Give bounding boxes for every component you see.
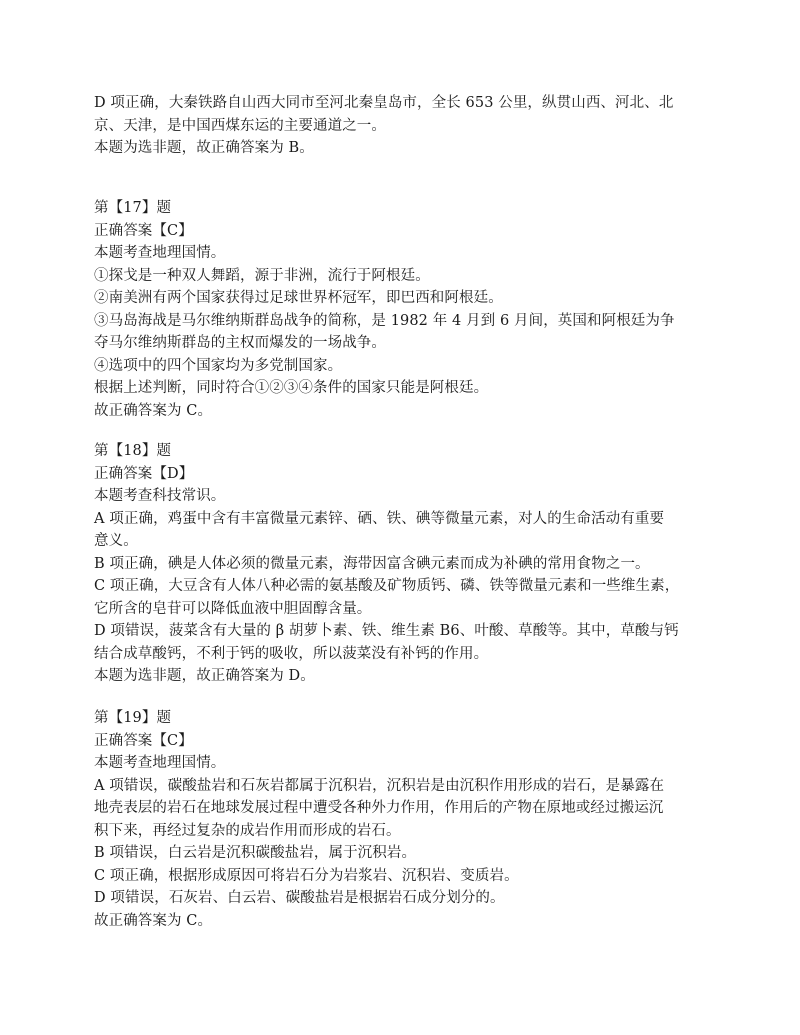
explanation-line: 故正确答案为 C。 [94,402,213,419]
explanation-line: D 项正确，大秦铁路自山西大同市至河北秦皇岛市，全长 653 公里，纵贯山西、河北、北 [94,95,674,111]
explanation-line: B 项错误，白云岩是沉积碳酸盐岩，属于沉积岩。 [94,845,417,861]
explanation-line: C 项正确，根据形成原因可将岩石分为岩浆岩、沉积岩、变质岩。 [94,867,519,884]
explanation-line: ④选项中的四个国家均为多党制国家。 [94,357,343,374]
explanation-line: D 项错误，石灰岩、白云岩、碳酸盐岩是根据岩石成分划分的。 [94,890,505,906]
explanation-line: 它所含的皂苷可以降低血液中胆固醇含量。 [94,600,372,617]
correct-answer: 正确答案【C】 [94,222,193,239]
question-title: 第【19】题 [94,710,172,726]
explanation-line: 意义。 [94,533,138,549]
explanation-line: 京、天津，是中国西煤东运的主要通道之一。 [94,117,386,134]
explanation-line: 故正确答案为 C。 [94,912,213,929]
explanation-line: 本题为选非题，故正确答案为 D。 [94,668,315,684]
explanation-line: C 项正确，大豆含有人体八种必需的氨基酸及矿物质钙、磷、铁等微量元素和一些维生素， [94,578,680,594]
explanation-line: A 项错误，碳酸盐岩和石灰岩都属于沉积岩，沉积岩是由沉积作用形成的岩石，是暴露在 [94,777,665,794]
explanation-line: 地壳表层的岩石在地球发展过程中遭受各种外力作用，作用后的产物在原地或经过搬运沉 [94,800,664,816]
explanation-line: A 项正确，鸡蛋中含有丰富微量元素锌、硒、铁、碘等微量元素，对人的生命活动有重要 [94,510,665,527]
question-18-section [94,440,714,688]
explanation-line: 夺马尔维纳斯群岛的主权而爆发的一场战争。 [94,335,386,351]
explanation-line: 本题考查地理国情。 [94,755,226,771]
previous-question-explanation [94,92,714,160]
explanation-line: 积下来，再经过复杂的成岩作用而形成的岩石。 [94,822,401,839]
question-title: 第【17】题 [94,200,172,216]
explanation-line: 结合成草酸钙，不利于钙的吸收，所以菠菜没有补钙的作用。 [94,645,489,662]
explanation-line: D 项错误，菠菜含有大量的 β 胡萝卜素、铁、维生素 B6、叶酸、草酸等。其中，草酸与钙 [94,623,679,639]
explanation-line: ③马岛海战是马尔维纳斯群岛战争的简称，是 1982 年 4 月到 6 月间，英国和阿根廷为争 [94,312,675,329]
question-title: 第【18】题 [94,443,172,459]
explanation-line: 本题考查地理国情。 [94,245,226,261]
explanation-line: ①探戈是一种双人舞蹈，源于非洲，流行于阿根廷。 [94,267,430,284]
explanation-line: B 项正确，碘是人体必须的微量元素，海带因富含碘元素而成为补碘的常用食物之一。 [94,555,650,572]
explanation-line: 本题考查科技常识。 [94,488,226,504]
question-19-section [94,707,714,932]
correct-answer: 正确答案【C】 [94,732,193,749]
correct-answer: 正确答案【D】 [94,465,194,482]
question-17-section [94,197,714,422]
explanation-line: 根据上述判断，同时符合①②③④条件的国家只能是阿根廷。 [94,380,489,396]
explanation-line: 本题为选非题，故正确答案为 B。 [94,140,314,156]
explanation-line: ②南美洲有两个国家获得过足球世界杯冠军，即巴西和阿根廷。 [94,290,503,306]
